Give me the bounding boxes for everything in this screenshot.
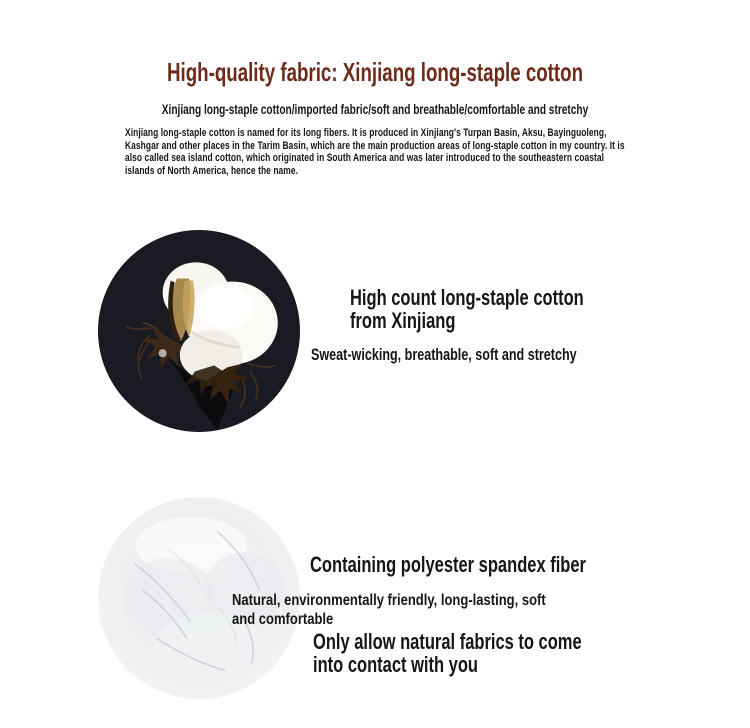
section1-heading-line2: from Xinjiang: [350, 308, 456, 333]
intro-paragraph: Xinjiang long-staple cotton is named for its long fibers. It is produced in Xinjiang's Turpan Basin, Aksu, Bayinguoleng, Kashgar and other places in the Tarim Basin, which are the main production areas of long-staple cotton in my country. It is also called sea island cotton, which originated in South America and was later introduced to the southeastern coastal islands of North America, hence the name.: [125, 127, 625, 177]
section2-subheading-line1: Natural, environmentally friendly, long-lasting, soft: [232, 592, 546, 609]
page-subtitle: Xinjiang long-staple cotton/imported fabric/soft and breathable/comfortable and stretchy: [161, 102, 589, 117]
section2-note: [313, 630, 582, 676]
section2-subheading: [232, 592, 546, 629]
section2-heading: Containing polyester spandex fiber: [310, 552, 586, 577]
section1-subheading: Sweat-wicking, breathable, soft and stretchy: [311, 345, 577, 364]
section2-subheading-line2: and comfortable: [232, 610, 334, 628]
section2-note-line1: Only allow natural fabrics to come: [313, 629, 582, 654]
section1-heading: [350, 286, 584, 332]
section2-note-line2: into contact with you: [313, 652, 478, 677]
cotton-boll-image: [98, 230, 300, 432]
cotton-boll-illustration: [98, 230, 300, 432]
page-title: High-quality fabric: Xinjiang long-staple cotton: [166, 57, 584, 87]
section1-heading-line1: High count long-staple cotton: [350, 285, 584, 310]
